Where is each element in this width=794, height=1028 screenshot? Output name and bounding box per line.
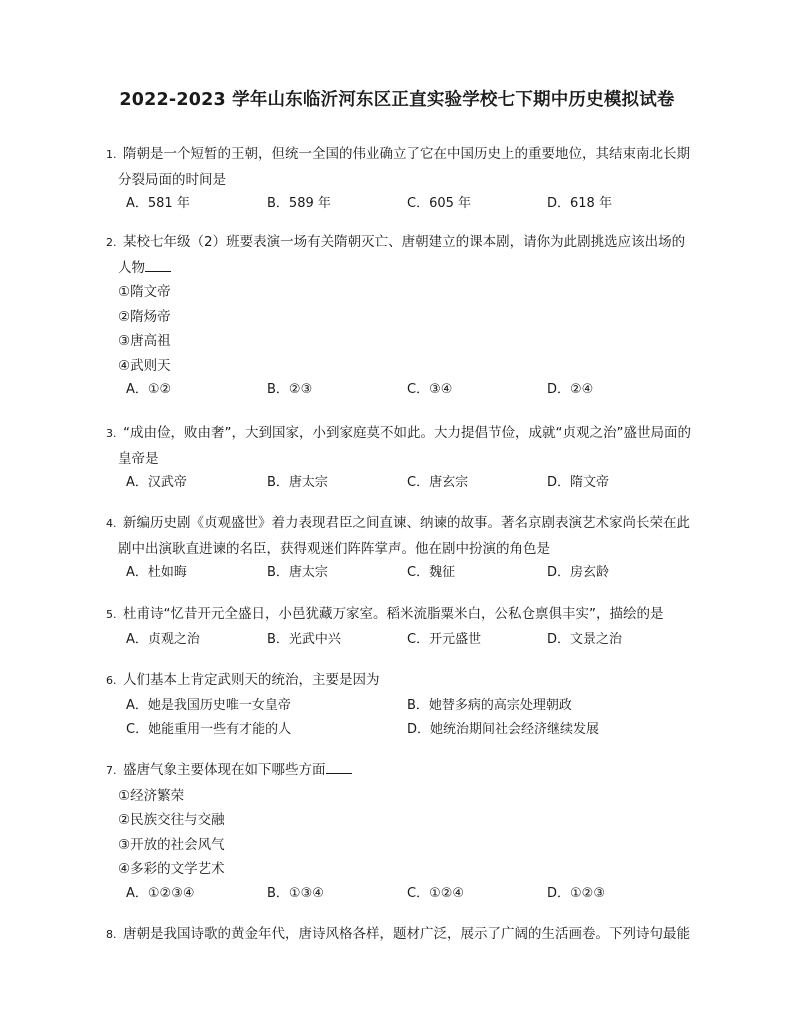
options-row (106, 378, 706, 403)
option-d[interactable]: D．她统治期间社会经济继续发展 (407, 722, 600, 737)
option-d[interactable]: D．②④ (547, 382, 594, 397)
option-c[interactable]: C．魏征 (407, 565, 456, 580)
item-2: ②民族交往与交融 (118, 812, 225, 828)
question-stem: 隋朝是一个短暂的王朝，但统一全国的伟业确立了它在中国历史上的重要地位，其结束南北长期 (123, 146, 690, 162)
option-c[interactable]: C．唐玄宗 (407, 475, 469, 490)
question-stem: 唐朝是我国诗歌的黄金年代，唐诗风格各样，题材广泛，展示了广阔的生活画卷。下列诗句最能 (123, 926, 690, 942)
question-stem-cont: 人物 (118, 259, 145, 276)
question-stem: 杜甫诗“忆昔开元全盛日，小邑犹藏万家室。稻米流脂粟米白，公私仓禀俱丰实”，描绘的是 (123, 606, 664, 622)
option-a[interactable]: A．贞观之治 (126, 631, 200, 647)
options-row (106, 628, 706, 653)
question-number: 1. (106, 148, 117, 161)
question-stem: 人们基本上肯定武则天的统治，主要是因为 (123, 672, 380, 688)
question-2 (106, 230, 706, 403)
question-number: 5. (106, 608, 117, 621)
option-d[interactable]: D．文景之治 (547, 631, 623, 647)
options-row (106, 471, 706, 496)
question-stem-cont: 皇帝是 (118, 450, 159, 467)
item-3: ③唐高祖 (118, 333, 171, 349)
option-b[interactable]: B．唐太宗 (267, 475, 328, 490)
options-row (106, 718, 706, 743)
option-b[interactable]: B．②③ (267, 382, 313, 397)
option-b[interactable]: B．589 年 (267, 196, 331, 211)
options-row (106, 192, 706, 217)
question-number: 4. (106, 517, 117, 530)
question-number: 2. (106, 236, 117, 249)
option-c[interactable]: C．③④ (407, 382, 453, 397)
answer-blank (326, 759, 352, 774)
page-title: 2022-2023 学年山东临沂河东区正直实验学校七下期中历史模拟试卷 (119, 90, 675, 110)
option-b[interactable]: B．光武中兴 (267, 631, 341, 647)
question-stem: 盛唐气象主要体现在如下哪些方面 (123, 762, 326, 778)
item-2: ②隋炀帝 (118, 308, 171, 325)
option-d[interactable]: D．①②③ (547, 885, 605, 901)
question-4 (106, 511, 706, 586)
question-number: 3. (106, 427, 117, 440)
option-a[interactable]: A．汉武帝 (126, 475, 187, 490)
options-row (106, 561, 706, 586)
option-a[interactable]: A．①② (126, 382, 172, 397)
item-3: ③开放的社会风气 (118, 836, 225, 853)
question-5 (106, 602, 706, 652)
option-b[interactable]: B．唐太宗 (267, 565, 328, 580)
question-1 (106, 142, 706, 217)
question-stem-cont: 剧中出演耿直进谏的名臣，获得观迷们阵阵掌声。他在剧中扮演的角色是 (118, 540, 550, 557)
option-d[interactable]: D．隋文帝 (547, 475, 610, 490)
options-row (106, 882, 706, 907)
option-a[interactable]: A．杜如晦 (126, 565, 187, 580)
question-number: 6. (106, 674, 117, 687)
question-number: 8. (106, 928, 117, 941)
option-a[interactable]: A．①②③④ (126, 885, 195, 901)
option-b[interactable]: B．①③④ (267, 885, 324, 901)
option-a[interactable]: A．她是我国历史唯一女皇帝 (126, 697, 291, 713)
question-stem: 某校七年级（2）班要表演一场有关隋朝灭亡、唐朝建立的课本剧，请你为此剧挑选应该出场的 (123, 234, 686, 250)
option-b[interactable]: B．她替多病的高宗处理朝政 (407, 697, 572, 713)
option-c[interactable]: C．605 年 (407, 196, 472, 211)
option-c[interactable]: C．①②④ (407, 885, 465, 901)
option-c[interactable]: C．开元盛世 (407, 631, 482, 647)
question-stem: 新编历史剧《贞观盛世》着力表现君臣之间直谏、纳谏的故事。著名京剧表演艺术家尚长荣在此 (123, 515, 690, 531)
item-4: ④武则天 (118, 357, 171, 374)
option-a[interactable]: A．581 年 (126, 196, 190, 211)
option-d[interactable]: D．房玄龄 (547, 565, 610, 580)
question-stem: “成由俭，败由奢”，大到国家，小到家庭莫不如此。大力提倡节俭，成就“贞观之治”盛世局面的 (123, 425, 691, 441)
question-number: 7. (106, 764, 117, 777)
item-4: ④多彩的文学艺术 (118, 861, 225, 877)
option-c[interactable]: C．她能重用一些有才能的人 (126, 722, 292, 737)
question-stem-cont: 分裂局面的时间是 (118, 171, 226, 188)
question-7 (106, 758, 706, 906)
option-d[interactable]: D．618 年 (547, 196, 612, 211)
options-row (106, 694, 706, 719)
answer-blank (145, 257, 171, 272)
item-1: ①经济繁荣 (118, 787, 185, 804)
question-6 (106, 668, 706, 743)
question-8 (106, 922, 706, 948)
item-1: ①隋文帝 (118, 284, 171, 300)
question-3 (106, 421, 706, 496)
